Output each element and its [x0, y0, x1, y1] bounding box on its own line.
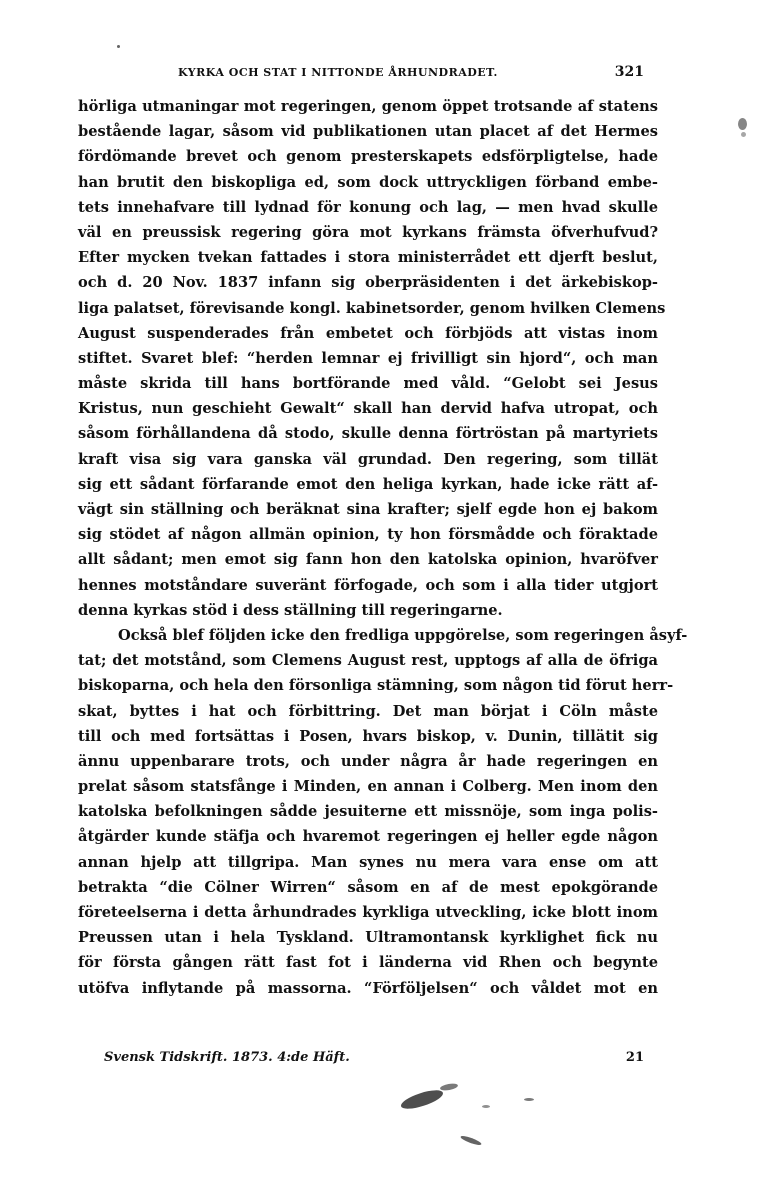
body-text — [78, 94, 688, 1001]
ink-smudge — [460, 1134, 482, 1146]
text-line: annan hjelp att tillgripa. Man synes nu mera vara ense om att — [78, 853, 658, 871]
text-line: till och med fortsättas i Posen, hvars biskop, v. Dunin, tillätit sig — [78, 727, 658, 745]
text-line: tets innehafvare till lydnad för konung och lag, — men hvad skulle — [78, 198, 658, 216]
text-line: måste skrida till hans bortförande med våld. “Gelobt sei Jesus — [78, 375, 658, 393]
text-line: utöfva inflytande på massorna. “Förföljelsen“ och våldet mot en — [78, 979, 658, 997]
text-line: företeelserna i detta århundrades kyrkliga utveckling, icke blott inom — [78, 904, 658, 921]
paragraph-start-line: Också blef följden icke den fredliga uppgörelse, som regeringen åsyf- — [118, 626, 688, 644]
text-line: sig stödet af någon allmän opinion, ty hon försmådde och föraktade — [78, 526, 658, 544]
sheet-number: 21 — [625, 1050, 644, 1065]
ink-speck — [741, 132, 746, 137]
text-line: tat; det motstånd, som Clemens August rest, upptogs af alla de öfriga — [78, 652, 658, 670]
ink-speck — [524, 1098, 534, 1101]
signature-line — [104, 1050, 644, 1070]
text-line: åtgärder kunde stäfja och hvaremot regeringen ej heller egde någon — [78, 828, 658, 846]
text-line: allt sådant; men emot sig fann hon den katolska opinion, hvaröfver — [78, 551, 658, 569]
text-line: betrakta “die Cölner Wirren“ såsom en af de mest epokgörande — [78, 878, 658, 896]
text-line: och d. 20 Nov. 1837 infann sig oberpräsidenten i det ärkebiskop- — [78, 274, 658, 292]
text-line: för första gången rätt fast fot i länderna vid Rhen och begynte — [78, 954, 658, 972]
text-line: Preussen utan i hela Tyskland. Ultramontansk kyrklighet fick nu — [78, 929, 658, 947]
text-line: prelat såsom statsfånge i Minden, en annan i Colberg. Men inom den — [78, 778, 658, 796]
journal-signature: Svensk Tidskrift. 1873. 4:de Häft. — [104, 1050, 350, 1065]
text-line: såsom förhållandena då stodo, skulle denna förtröstan på martyriets — [78, 425, 658, 443]
ink-speck — [738, 118, 747, 130]
running-title: KYRKA OCH STAT I NITTONDE ÅRHUNDRADET. — [178, 66, 498, 79]
text-line: sig ett sådant förfarande emot den heliga kyrkan, hade icke rätt af- — [78, 475, 658, 493]
text-line: stiftet. Svaret blef: “herden lemnar ej frivilligt sin hjord“, och man — [78, 349, 658, 367]
text-line: han brutit den biskopliga ed, som dock uttryckligen förband embe- — [78, 173, 658, 191]
ink-smudge — [399, 1087, 445, 1113]
text-line: kraft visa sig vara ganska väl grundad. Den regering, som tillät — [78, 450, 658, 468]
ink-smudge — [440, 1082, 459, 1091]
page-number: 321 — [614, 64, 644, 80]
text-line: August suspenderades från embetet och förbjöds att vistas inom — [78, 324, 658, 342]
text-line: hörliga utmaningar mot regeringen, genom öppet trotsande af statens — [78, 98, 658, 115]
text-line: skat, byttes i hat och förbittring. Det man börjat i Cöln måste — [78, 702, 658, 720]
ink-speck — [482, 1105, 490, 1108]
text-line: vägt sin ställning och beräknat sina krafter; sjelf egde hon ej bakom — [78, 501, 658, 518]
ink-speck — [117, 45, 120, 48]
text-line: ännu uppenbarare trots, och under några år hade regeringen en — [78, 752, 658, 770]
text-line: väl en preussisk regering göra mot kyrkans främsta öfverhufvud? — [78, 223, 658, 241]
text-line: Kristus, nun geschieht Gewalt“ skall han dervid hafva utropat, och — [78, 400, 658, 418]
text-line: Efter mycken tvekan fattades i stora ministerrådet ett djerft beslut, — [78, 249, 658, 267]
text-line: denna kyrkas stöd i dess ställning till regeringarne. — [78, 601, 503, 619]
running-head — [78, 66, 658, 86]
text-line: fördömande brevet och genom presterskapets edsförpligtelse, hade — [78, 148, 658, 166]
text-line: bestående lagar, såsom vid publikationen utan placet af det Hermes — [78, 123, 658, 141]
text-line: hennes motståndare suveränt förfogade, och som i alla tider utgjort — [78, 576, 658, 594]
text-line: liga palatset, förevisande kongl. kabinetsorder, genom hvilken Clemens — [78, 299, 666, 317]
text-line: biskoparna, och hela den försonliga stämning, som någon tid förut herr- — [78, 677, 674, 695]
text-line: katolska befolkningen sådde jesuiterne ett missnöje, som inga polis- — [78, 803, 658, 821]
